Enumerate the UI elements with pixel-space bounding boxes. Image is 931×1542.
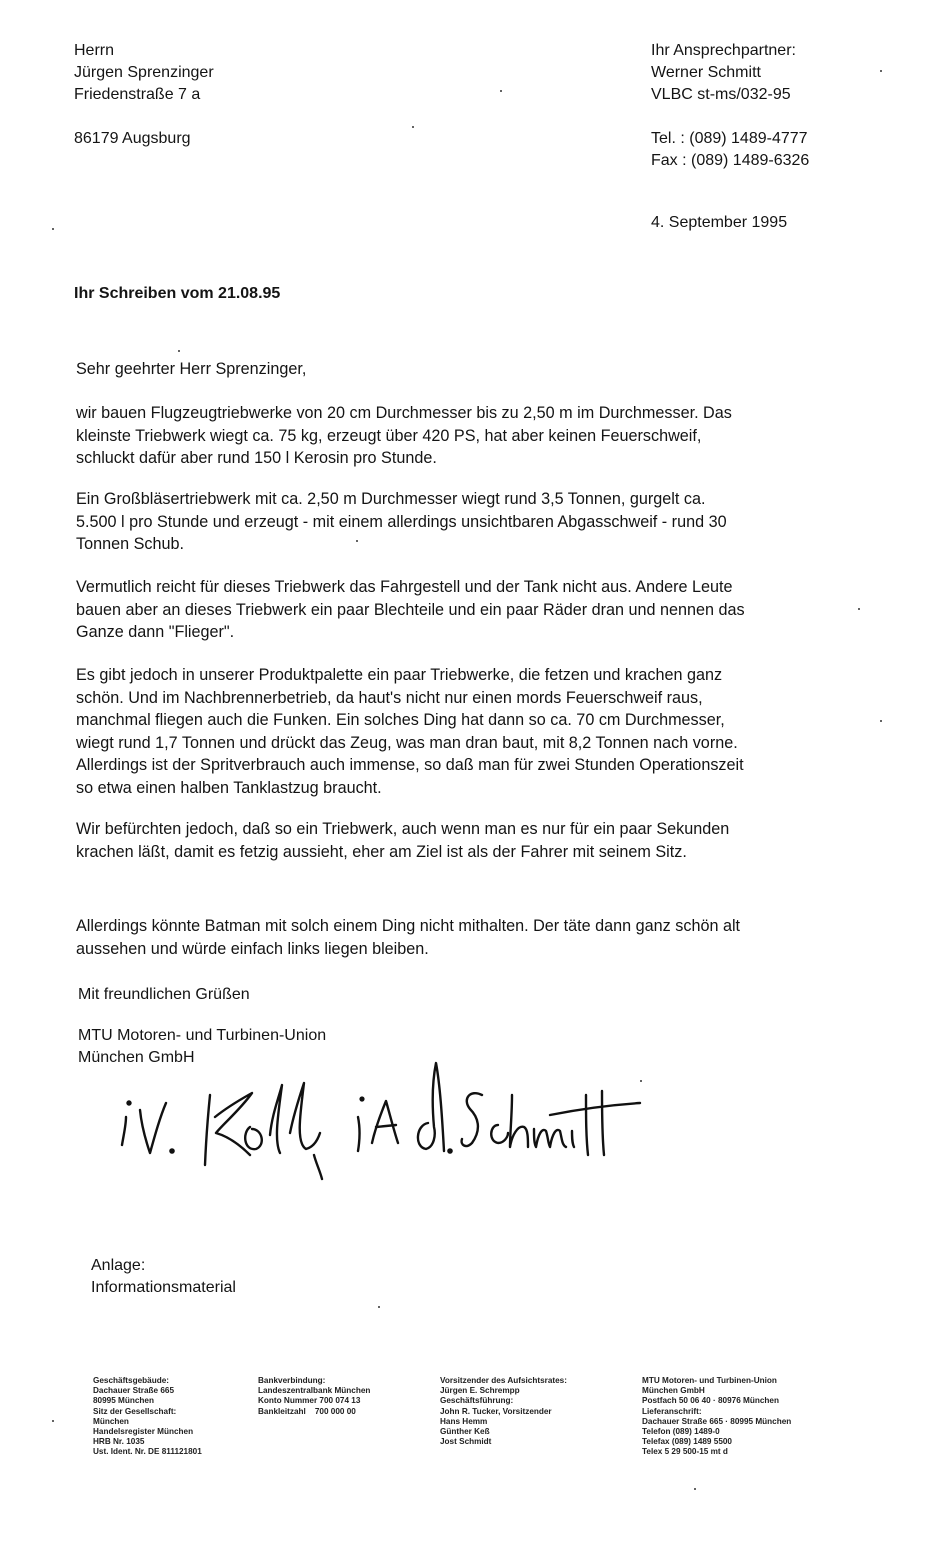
footer-line: Jost Schmidt [440,1437,492,1447]
body-line: aussehen und würde einfach links liegen bleiben. [76,939,429,958]
body-line: 5.500 l pro Stunde und erzeugt - mit einem allerdings unsichtbaren Abgasschweif - rund 30 [76,512,727,531]
footer-line: Jürgen E. Schrempp [440,1386,520,1396]
body-paragraph-6 [76,915,740,960]
body-line: Vermutlich reicht für dieses Triebwerk das Fahrgestell und der Tank nicht aus. Andere Leute [76,578,733,596]
footer-line: Günther Keß [440,1427,490,1437]
body-line: Tonnen Schub. [76,535,184,553]
contact-block [651,40,809,234]
footer-line: München [93,1416,129,1426]
footer-line: HRB Nr. 1035 [93,1437,145,1447]
scan-speck [356,540,358,542]
attachment-label: Anlage: [91,1257,146,1274]
footer-line: Telex 5 29 500-15 mt d [642,1447,728,1457]
scan-speck [412,126,414,128]
footer-line: Lieferanschrift: [642,1406,702,1416]
footer-line: Hans Hemm [440,1416,488,1426]
footer-line: Landeszentralbank München [258,1386,371,1396]
body-line: Wir befürchten jedoch, daß so ein Triebwerk, auch wenn man es nur für ein paar Sekunden [76,820,730,838]
footer-line: Sitz der Gesellschaft: [93,1406,177,1416]
closing-regards: Mit freundlichen Grüßen [78,986,250,1003]
recipient-salutation: Herrn [74,42,115,59]
footer-line: Postfach 50 06 40 · 80976 München [642,1396,779,1406]
scan-speck [52,228,54,230]
contact-name: Werner Schmitt [651,64,761,81]
contact-reference: VLBC st-ms/032-95 [651,86,791,103]
body-line: Allerdings könnte Batman mit solch einem Ding nicht mithalten. Der täte dann ganz schön alt [76,917,741,935]
body-line: krachen läßt, damit es fetzig aussieht, eher am Ziel ist als der Fahrer mit seinem Sitz. [76,842,687,861]
letter-subject: Ihr Schreiben vom 21.08.95 [74,285,281,302]
recipient-city: 86179 Augsburg [74,130,191,147]
body-paragraph-1 [76,402,732,470]
footer-line: John R. Tucker, Vorsitzender [440,1406,552,1416]
footer-line: Bankverbindung: [258,1376,326,1385]
footer-line: MTU Motoren- und Turbinen-Union [642,1376,777,1385]
company-line-2: München GmbH [78,1049,195,1066]
footer-column-address [93,1376,202,1458]
scan-speck [500,90,502,92]
footer-line: Bankleitzahl 700 000 00 [258,1406,356,1416]
footer-line: Handelsregister München [93,1427,194,1437]
footer-line: Vorsitzender des Aufsichtsrates: [440,1376,567,1385]
recipient-name: Jürgen Sprenzinger [74,64,214,81]
scan-speck [52,1420,54,1422]
footer-column-company [642,1376,791,1458]
contact-fax: Fax : (089) 1489-6326 [651,152,810,169]
contact-tel: Tel. : (089) 1489-4777 [651,130,808,147]
body-line: Es gibt jedoch in unserer Produktpalette ein paar Triebwerke, die fetzen und krachen ganz [76,666,723,684]
body-line: Ganze dann "Flieger". [76,623,235,641]
footer-line: Dachauer Straße 665 · 80995 München [642,1416,792,1426]
scan-speck [858,608,860,610]
recipient-street: Friedenstraße 7 a [74,86,201,103]
body-line: Ein Großbläsertriebwerk mit ca. 2,50 m Durchmesser wiegt rund 3,5 Tonnen, gurgelt ca. [76,490,706,508]
footer-line: München GmbH [642,1386,705,1396]
footer-line: Ust. Ident. Nr. DE 811121801 [93,1447,202,1457]
body-line: Allerdings ist der Spritverbrauch auch immense, so daß man für zwei Stunden Operationszeit [76,756,744,774]
scan-speck [694,1488,696,1490]
contact-label: Ihr Ansprechpartner: [651,42,796,59]
attachment-block [91,1255,236,1299]
scan-speck [880,720,882,722]
body-paragraph-4 [76,664,744,799]
recipient-address [74,40,214,150]
body-line: bauen aber an dieses Triebwerk ein paar Blechteile und ein paar Räder dran und nennen das [76,600,745,619]
letter-date: 4. September 1995 [651,214,788,231]
body-line: schluckt dafür aber rund 150 l Kerosin pro Stunde. [76,449,437,467]
body-line: wir bauen Flugzeugtriebwerke von 20 cm Durchmesser bis zu 2,50 m im Durchmesser. Das [76,404,732,422]
attachment-item: Informationsmaterial [91,1279,236,1296]
scan-speck [640,1080,642,1082]
scan-speck [178,350,180,352]
footer-column-management [440,1376,567,1447]
company-line-1: MTU Motoren- und Turbinen-Union [78,1027,327,1044]
footer-line: Geschäftsgebäude: [93,1376,169,1385]
body-line: schön. Und im Nachbrennerbetrieb, da haut's nicht nur einen mords Feuerschweif raus, [76,688,703,707]
scan-speck [378,1306,380,1308]
footer-line: Telefon (089) 1489-0 [642,1427,720,1437]
body-line: manchmal fliegen auch die Funken. Ein solches Ding hat dann so ca. 70 cm Durchmesser, [76,711,725,729]
letter-greeting: Sehr geehrter Herr Sprenzinger, [76,360,307,378]
body-line: so etwa einen halben Tanklastzug braucht. [76,778,382,797]
handwritten-signature [110,1055,650,1195]
footer-line: Geschäftsführung: [440,1396,514,1406]
scan-speck [880,70,882,72]
body-paragraph-5 [76,818,729,863]
footer-line: 80995 München [93,1396,154,1406]
footer-line: Dachauer Straße 665 [93,1386,175,1396]
footer-line: Telefax (089) 1489 5500 [642,1437,732,1447]
body-line: kleinste Triebwerk wiegt ca. 75 kg, erzeugt über 420 PS, hat aber keinen Feuerschweif, [76,426,702,445]
footer-line: Konto Nummer 700 074 13 [258,1396,361,1406]
body-paragraph-2 [76,488,727,556]
body-line: wiegt rund 1,7 Tonnen und drückt das Zeug, was man dran baut, mit 8,2 Tonnen nach vorne. [76,733,738,752]
body-paragraph-3 [76,576,745,644]
footer-column-bank [258,1376,370,1417]
